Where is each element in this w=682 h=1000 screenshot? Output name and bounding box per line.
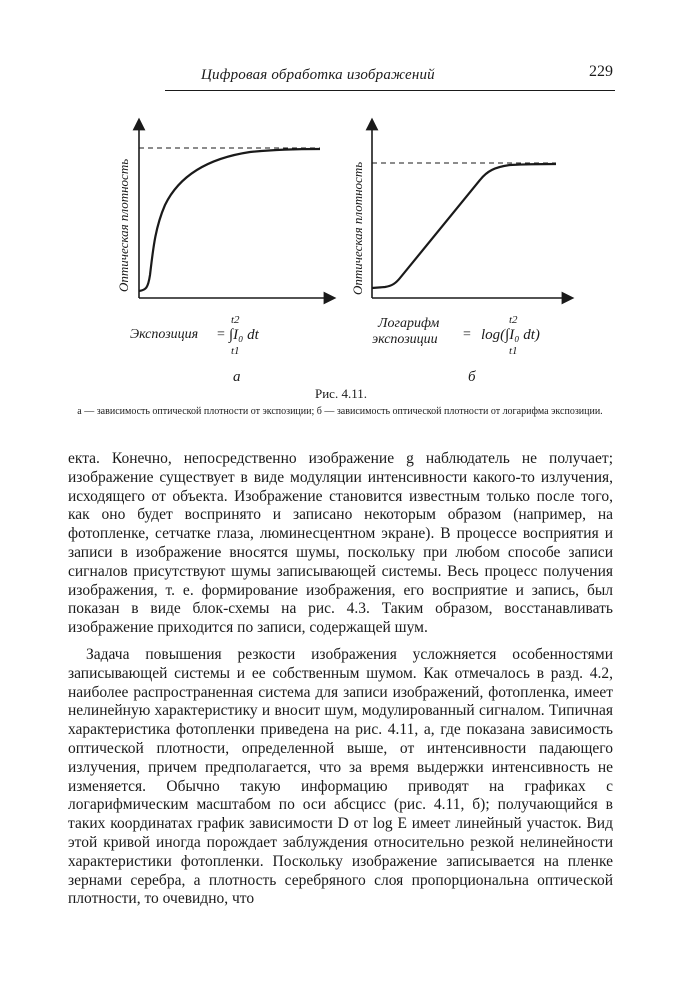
panel-b-integral-upper: t2 [509,314,518,326]
panel-a-integral-lower: t1 [231,345,240,357]
panel-b-x-label-line2: экспозиции [372,332,438,347]
page-number: 229 [589,63,613,80]
panel-a-integral-upper: t2 [231,314,240,326]
panel-a-y-axis-label: Оптическая плотность [116,158,131,292]
panel-b [350,124,568,385]
running-title: Цифровая обработка изображений [201,67,435,83]
panel-a-curve [139,149,320,291]
body-text [68,450,613,909]
panel-a-letter: а [233,369,241,385]
panel-a-x-label: Экспозиция [130,327,199,342]
paragraph: Задача повышения резкости изображения усложняется особенностями записывающей системы и ее собственным шумом. Как отмечалось в разд. 4.2, наиболее распространенная система для записи изображений, фотопленка, имеет нелинейную характеристику и вносит шум, модулированный сигналом. Типичная характеристика фотопленки приведена на рис. 4.11, а, где показана зависимость оптической плотности, определенной выше, от интенсивности падающего излучения, причем предполагается, что за время выдержки интенсивность не изменяется. Обычно такую информацию приводят на графиках с логарифмическим масштабом по оси абсцисс (рис. 4.11, б); получающийся в таких координатах график зависимости D от log E имеет линейный участок. Вид этой кривой иногда порождает заблуждения относительно резкой нелинейности характеристики фотопленки. Поскольку изображение записывается на пленке зернами серебра, а плотность серебряного слоя пропорциональна оптической плотности, то очевидно, что [68,645,613,908]
panel-b-curve [372,164,556,288]
figure-caption-text: а — зависимость оптической плотности от экспозиции; б — зависимость оптической плотности от логарифма экспозиции. [77,406,603,417]
panel-b-x-label-line1: Логарифм [378,316,440,331]
paragraph: екта. Конечно, непосредственно изображение g наблюдатель не получает; изображение существует в виде модуляции интенсивности какого-то излучения, исходящего от объекта. Изображение становится известным только после того, как оно будет воспринято и записано некоторым образом (например, на фотопленке, сетчатке глаза, люминесцентном экране). В процессе восприятия и записи в изображение вносятся шумы, поскольку при любом способе записи сигналов присутствуют шумы записывающей системы. Весь процесс получения изображения, т. е. формирование изображения, его восприятие и запись, был показан в виде блок-схемы на рис. 4.3. Таким образом, восстанавливать изображение приходится по записи, содержащей шум. [68,450,613,637]
panel-a-integral: ∫I₀ dt [229,327,259,343]
panel-b-integral: log(∫I₀ dt) [481,327,540,343]
panel-a-equals: = [217,327,225,342]
panel-b-letter: б [468,369,476,385]
panel-b-integral-lower: t1 [509,345,518,357]
panel-b-y-axis-label: Оптическая плотность [350,161,365,295]
figure-caption-title: Рис. 4.11. [315,386,367,401]
figure-4-11 [0,0,682,390]
panel-b-equals: = [463,327,471,342]
panel-a [116,124,330,385]
